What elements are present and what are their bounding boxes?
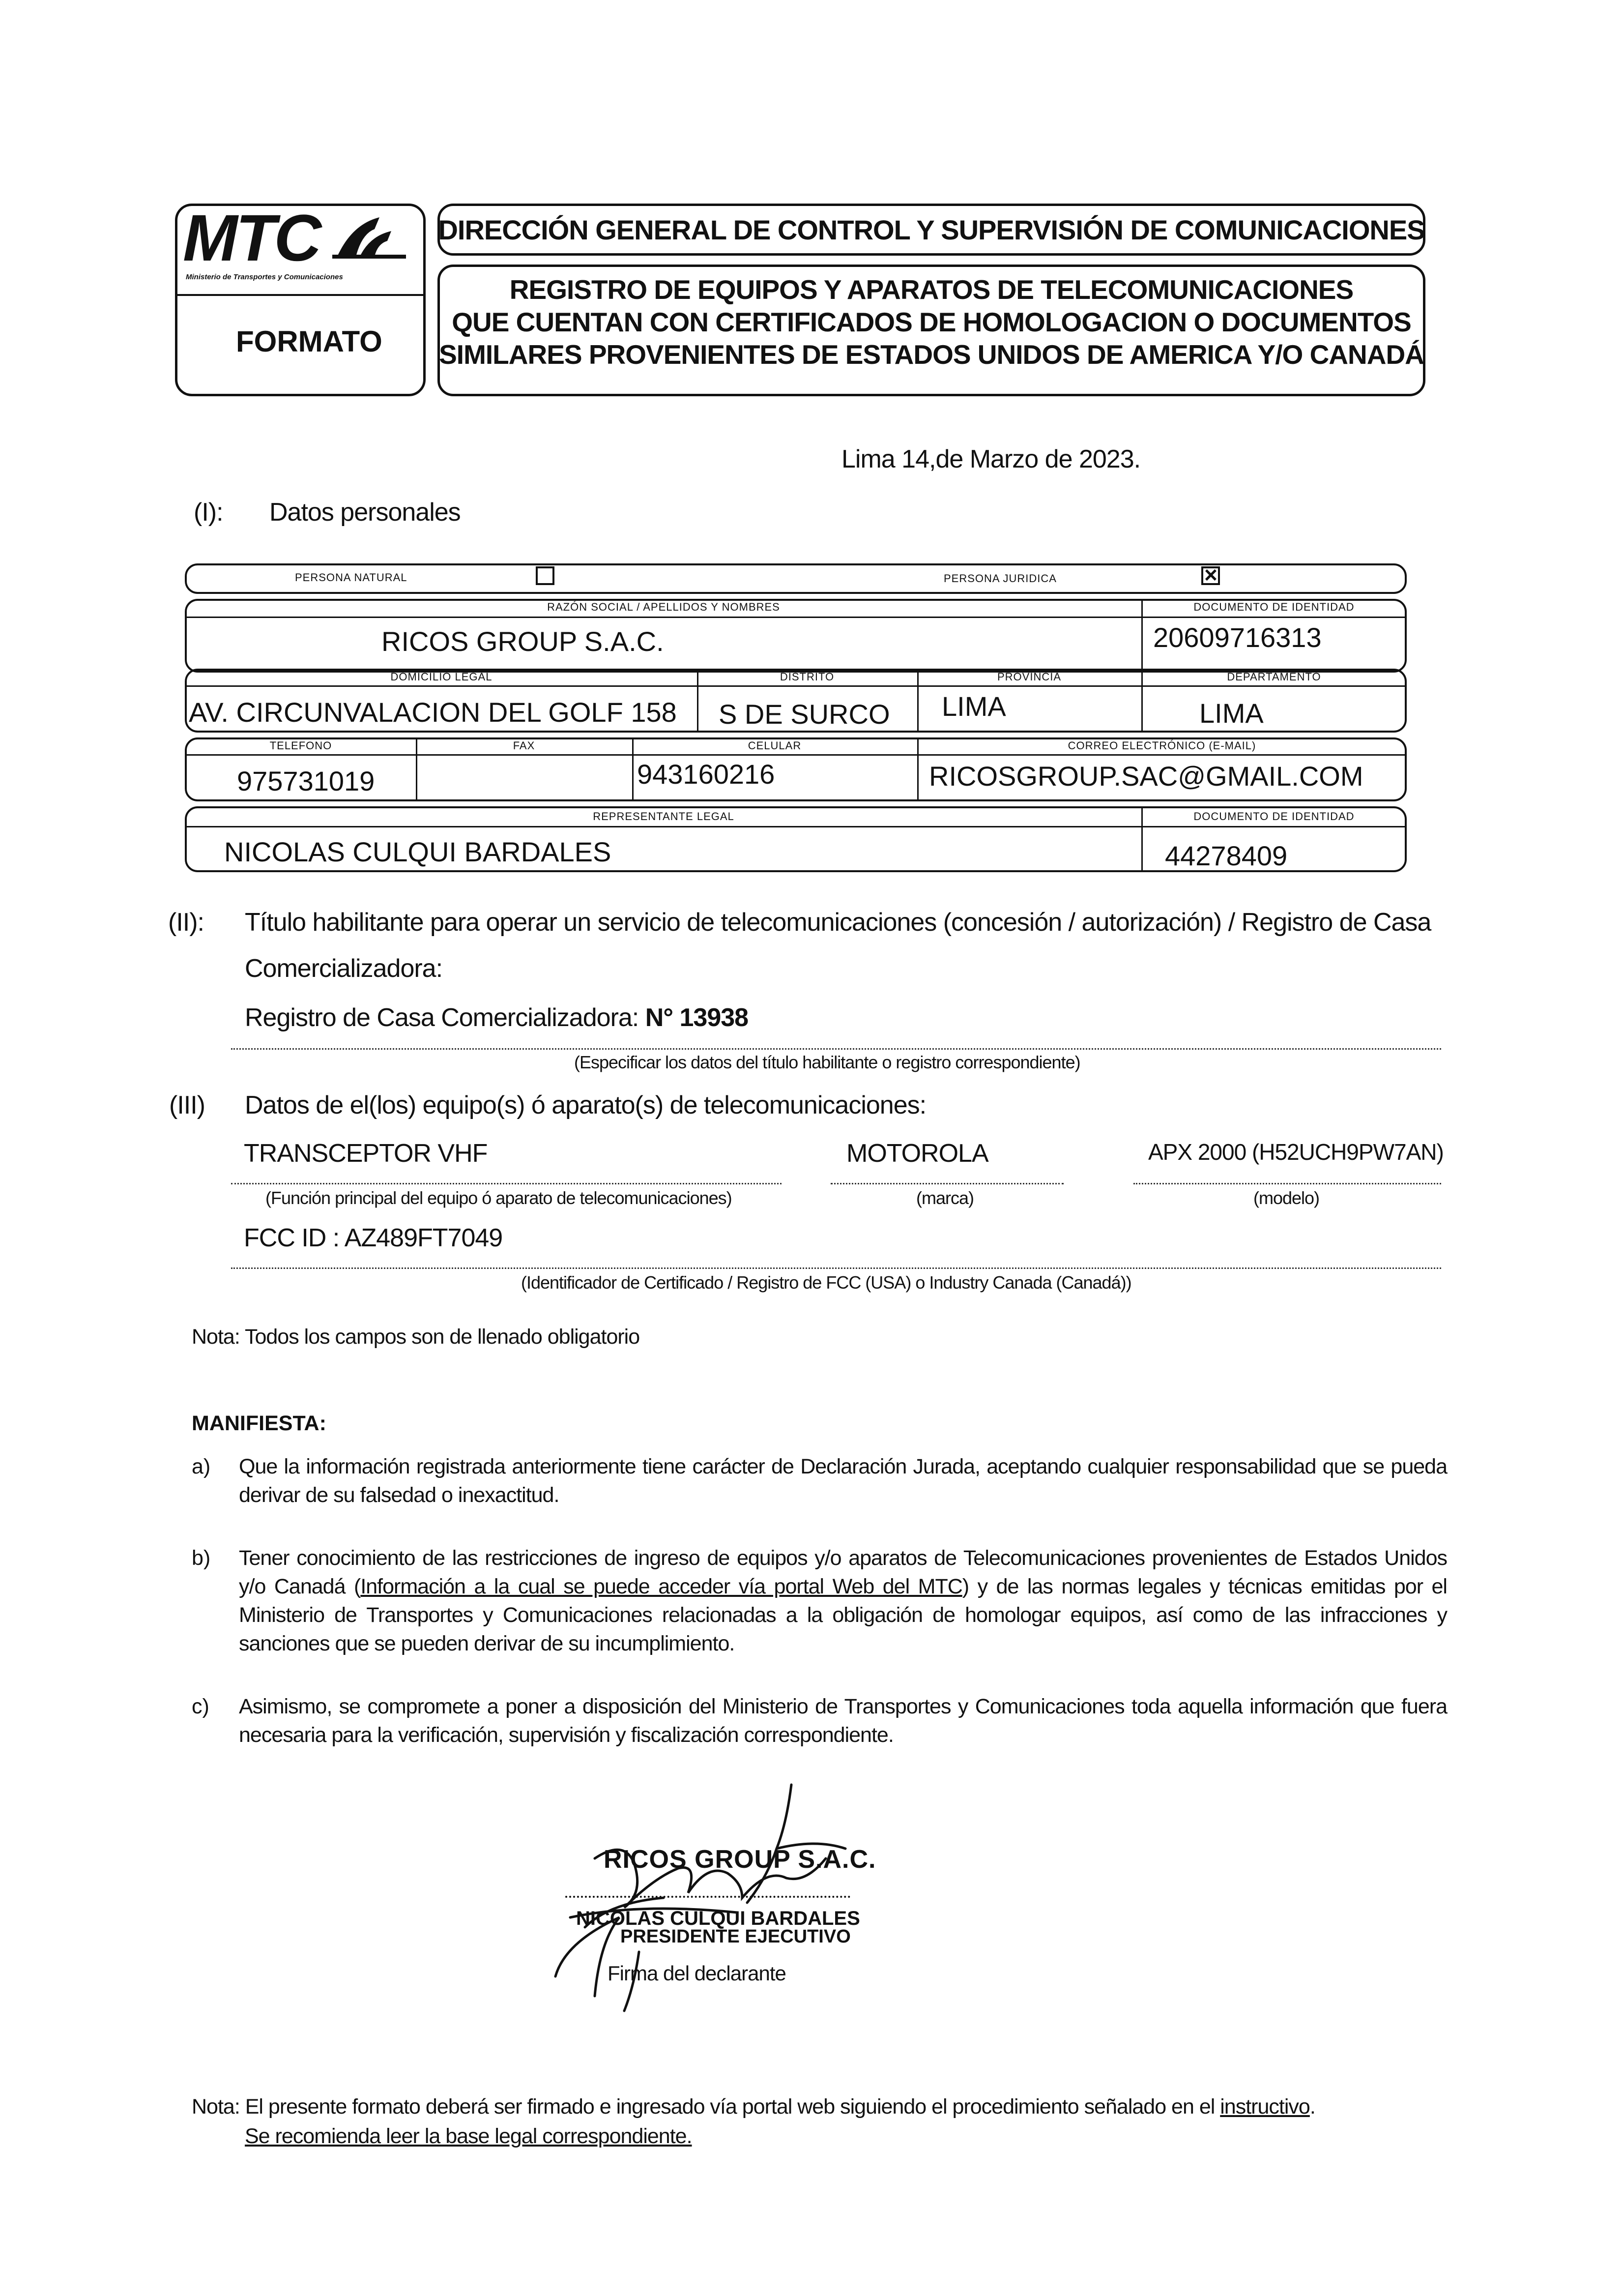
distrito-label: DISTRITO [780, 671, 835, 683]
correo-value: RICOSGROUP.SAC@GMAIL.COM [929, 761, 1363, 792]
base-legal-link[interactable]: Se recomienda leer la base legal correspondiente. [245, 2124, 692, 2148]
fax-label: FAX [513, 739, 535, 752]
doc-identidad-value: 20609716313 [1153, 622, 1322, 653]
fcc-dotted-line [231, 1267, 1441, 1269]
persona-natural-label: PERSONA NATURAL [295, 571, 407, 584]
registro-line [245, 1003, 748, 1032]
header-title-1: DIRECCIÓN GENERAL DE CONTROL Y SUPERVISIÓN DE COMUNICACIONES [438, 214, 1425, 245]
item-a-label: a) [192, 1455, 211, 1478]
header-title-2-line-3: SIMILARES PROVENIENTES DE ESTADOS UNIDOS DE AMERICA Y/O CANADÁ [439, 339, 1424, 370]
rep-doc-label: DOCUMENTO DE IDENTIDAD [1193, 810, 1355, 823]
domicilio-label: DOMICILIO LEGAL [390, 671, 493, 683]
funcion-dotted-line [231, 1183, 782, 1184]
telefono-value: 975731019 [237, 765, 375, 796]
row-divider [187, 685, 1405, 687]
signature-caption: Firma del declarante [608, 1962, 786, 1985]
section-2-text-line-2: Comercializadora: [245, 954, 443, 983]
nota-obligatorio: Nota: Todos los campos son de llenado obligatorio [192, 1325, 640, 1349]
section-1-label: Datos personales [269, 498, 461, 527]
item-b-text-2: ) y de las normas legales y técnicas emitidas por el Ministerio de Transportes y Comunicaciones relacionadas a la obligación de homologar equipos, así como de las infracciones y sanciones que se pueden derivar de su incumplimiento. [239, 1575, 1447, 1655]
nota-firma-prefix: Nota: El presente formato deberá ser firmado e ingresado vía portal web siguiendo el procedimiento señalado en el [192, 2095, 1220, 2119]
telefono-label: TELEFONO [269, 739, 332, 752]
item-c-label: c) [192, 1695, 209, 1718]
representante-value: NICOLAS CULQUI BARDALES [224, 836, 611, 867]
header-title-2-line-1: REGISTRO DE EQUIPOS Y APARATOS DE TELECOMUNICACIONES [509, 274, 1354, 305]
doc-identidad-label: DOCUMENTO DE IDENTIDAD [1193, 601, 1355, 613]
razon-social-label: RAZÓN SOCIAL / APELLIDOS Y NOMBRES [547, 601, 780, 613]
manifiesta-title: MANIFIESTA: [192, 1412, 326, 1435]
celular-value: 943160216 [637, 759, 775, 790]
persona-juridica-checkbox[interactable] [1201, 566, 1220, 585]
item-b-label: b) [192, 1546, 211, 1570]
stamp-company: RICOS GROUP S.A.C. [604, 1845, 876, 1874]
distrito-value: S DE SURCO [719, 699, 890, 730]
modelo-dotted-line [1133, 1183, 1441, 1184]
modelo-value: APX 2000 (H52UCH9PW7AN) [1148, 1139, 1444, 1165]
row-divider [187, 826, 1405, 827]
stamp-role: PRESIDENTE EJECUTIVO [620, 1926, 851, 1947]
document-date: Lima 14,de Marzo de 2023. [841, 445, 1141, 473]
item-b-text [239, 1544, 1447, 1658]
header-title-2-line-2: QUE CUENTAN CON CERTIFICADOS DE HOMOLOGACION O DOCUMENTOS [452, 307, 1411, 337]
nota-firma-suffix: . [1309, 2095, 1315, 2119]
mtc-logo-icon [332, 214, 406, 259]
fcc-value: FCC ID : AZ489FT7049 [244, 1224, 503, 1252]
registro-prefix: Registro de Casa Comercializadora: [245, 1003, 645, 1032]
stamp-name: NICOLAS CULQUI BARDALES [576, 1908, 860, 1929]
persona-juridica-label: PERSONA JURIDICA [944, 572, 1057, 585]
marca-value: MOTOROLA [846, 1139, 988, 1168]
row-divider [187, 754, 1405, 756]
modelo-hint: (modelo) [1253, 1188, 1320, 1208]
instructivo-link[interactable]: instructivo [1220, 2095, 1310, 2119]
funcion-value: TRANSCEPTOR VHF [244, 1139, 488, 1168]
provincia-value: LIMA [942, 691, 1006, 722]
mtc-logo-text: MTC [183, 202, 320, 275]
section-2-text-line-1: Título habilitante para operar un servicio de telecomunicaciones (concesión / autorización) / Registro de Casa [245, 908, 1431, 937]
header-title-2 [437, 273, 1425, 371]
domicilio-value: AV. CIRCUNVALACION DEL GOLF 158 [189, 697, 677, 728]
section-1-number: (I): [194, 498, 223, 527]
registro-dotted-line [231, 1048, 1441, 1050]
razon-social-value: RICOS GROUP S.A.C. [381, 626, 664, 657]
departamento-value: LIMA [1199, 698, 1264, 729]
marca-hint: (marca) [916, 1188, 974, 1208]
logo-subtitle: Ministerio de Transportes y Comunicaciones [186, 273, 343, 281]
item-b-text-1: Tener conocimiento de las restricciones de ingreso de equipos y/o aparatos de Telecomunicaciones provenientes de Estados Unidos y/o Canadá ( [239, 1546, 1447, 1598]
celular-label: CELULAR [748, 739, 802, 752]
section-3-label: Datos de el(los) equipo(s) ó aparato(s) de telecomunicaciones: [245, 1091, 927, 1119]
representante-label: REPRESENTANTE LEGAL [593, 810, 734, 823]
section-3-number: (III) [169, 1091, 205, 1119]
marca-dotted-line [831, 1183, 1064, 1184]
item-c-text: Asimismo, se compromete a poner a disposición del Ministerio de Transportes y Comunicaciones toda aquella información que fuera necesaria para la verificación, supervisión y fiscalización correspondiente. [239, 1695, 1447, 1747]
rep-doc-value: 44278409 [1165, 840, 1288, 871]
correo-label: CORREO ELECTRÓNICO (E-MAIL) [1068, 739, 1256, 752]
funcion-hint: (Función principal del equipo ó aparato de telecomunicaciones) [265, 1188, 732, 1208]
mtc-portal-link[interactable]: Información a la cual se puede acceder vía portal Web del MTC [360, 1575, 962, 1598]
section-2-number: (II): [168, 908, 204, 937]
fcc-hint: (Identificador de Certificado / Registro de FCC (USA) o Industry Canada (Canadá)) [521, 1272, 1131, 1293]
base-legal-link-wrap [245, 2122, 692, 2150]
item-a-text: Que la información registrada anteriormente tiene carácter de Declaración Jurada, aceptando cualquier responsabilidad que se pueda derivar de su falsedad o inexactitud. [239, 1455, 1447, 1507]
nota-firma [192, 2092, 1470, 2121]
row-divider [187, 617, 1405, 618]
departamento-label: DEPARTAMENTO [1227, 671, 1321, 683]
registro-hint: (Especificar los datos del título habilitante o registro correspondiente) [574, 1052, 1080, 1072]
registro-value: N° 13938 [645, 1003, 749, 1032]
formato-label: FORMATO [236, 325, 382, 358]
provincia-label: PROVINCIA [997, 671, 1062, 683]
logo-divider [175, 294, 426, 296]
persona-natural-checkbox[interactable] [536, 566, 554, 585]
